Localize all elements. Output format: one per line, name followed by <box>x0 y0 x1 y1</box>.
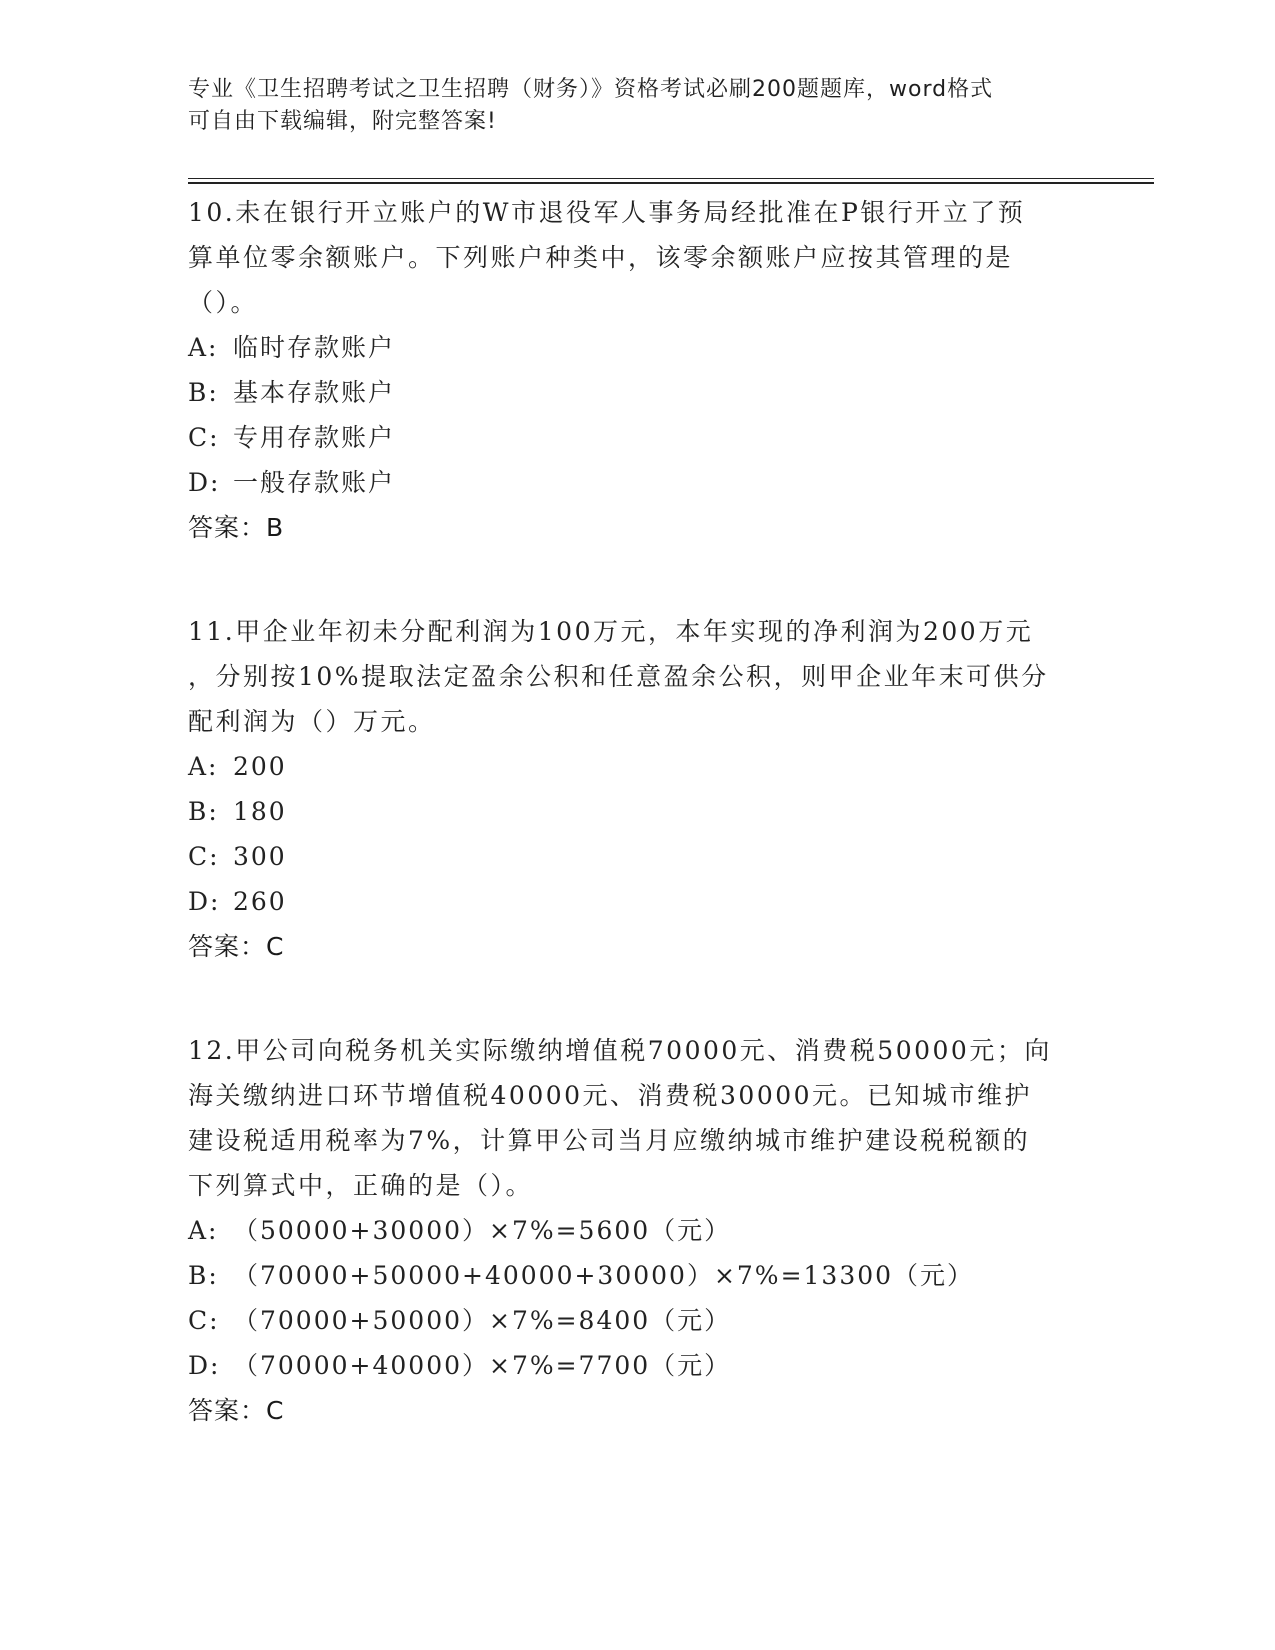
document-header <box>188 74 1068 138</box>
option-key: D: <box>188 887 221 916</box>
stem-line: 建设税适用税率为7%，计算甲公司当月应缴纳城市维护建设税税额的 <box>188 1126 1031 1155</box>
option-key: C: <box>188 1306 220 1335</box>
option-text: 200 <box>233 752 287 781</box>
option-text: 180 <box>233 797 287 826</box>
option-text: （50000+30000）×7%=5600（元） <box>233 1216 732 1245</box>
option-b <box>188 789 1088 834</box>
stem-line: 算单位零余额账户。下列账户种类中，该零余额账户应按其管理的是 <box>188 243 1014 272</box>
option-d <box>188 1343 1088 1388</box>
answer-line: 答案：C <box>188 1396 285 1425</box>
answer-line: 答案：B <box>188 513 285 542</box>
header-divider-thin <box>188 178 1154 179</box>
option-key: C: <box>188 842 220 871</box>
option-key: B: <box>188 378 219 407</box>
option-c <box>188 415 1088 460</box>
option-text: 专用存款账户 <box>233 423 396 452</box>
header-line-1: 专业《卫生招聘考试之卫生招聘（财务）》资格考试必刷200题题库，word格式 <box>188 77 994 102</box>
option-b <box>188 1253 1088 1298</box>
option-key: C: <box>188 423 220 452</box>
option-key: A: <box>188 1216 219 1245</box>
option-text: （70000+40000）×7%=7700（元） <box>233 1351 732 1380</box>
question-stem <box>188 609 1088 744</box>
option-b <box>188 370 1088 415</box>
option-text: 260 <box>233 887 287 916</box>
question-10 <box>188 190 1088 551</box>
stem-line: 11.甲企业年初未分配利润为100万元，本年实现的净利润为200万元 <box>188 617 1034 646</box>
option-text: 基本存款账户 <box>233 378 396 407</box>
stem-line: 10.未在银行开立账户的W市退役军人事务局经批准在P银行开立了预 <box>188 198 1026 227</box>
option-a <box>188 744 1088 789</box>
header-divider-thick <box>188 182 1154 184</box>
stem-line: 下列算式中，正确的是（）。 <box>188 1171 534 1200</box>
option-key: B: <box>188 1261 219 1290</box>
stem-line: ，分别按10%提取法定盈余公积和任意盈余公积，则甲企业年末可供分 <box>188 662 1049 691</box>
question-12 <box>188 1028 1088 1434</box>
stem-line: 12.甲公司向税务机关实际缴纳增值税70000元、消费税50000元；向 <box>188 1036 1052 1065</box>
option-key: D: <box>188 1351 221 1380</box>
option-a <box>188 325 1088 370</box>
option-d <box>188 460 1088 505</box>
stem-line: （）。 <box>188 288 259 317</box>
option-key: A: <box>188 752 219 781</box>
option-text: 一般存款账户 <box>233 468 396 497</box>
option-text: 300 <box>233 842 287 871</box>
question-11 <box>188 609 1088 970</box>
option-a <box>188 1208 1088 1253</box>
question-stem <box>188 1028 1088 1208</box>
option-c <box>188 1298 1088 1343</box>
question-stem <box>188 190 1088 325</box>
question-list <box>188 190 1088 1492</box>
header-line-2: 可自由下载编辑，附完整答案! <box>188 109 497 134</box>
option-key: B: <box>188 797 219 826</box>
option-d <box>188 879 1088 924</box>
option-key: A: <box>188 333 219 362</box>
option-text: 临时存款账户 <box>233 333 396 362</box>
option-c <box>188 834 1088 879</box>
answer-line: 答案：C <box>188 932 285 961</box>
stem-line: 配利润为（）万元。 <box>188 707 436 736</box>
option-text: （70000+50000+40000+30000）×7%=13300（元） <box>233 1261 975 1290</box>
stem-line: 海关缴纳进口环节增值税40000元、消费税30000元。已知城市维护 <box>188 1081 1033 1110</box>
option-text: （70000+50000）×7%=8400（元） <box>233 1306 732 1335</box>
option-key: D: <box>188 468 221 497</box>
